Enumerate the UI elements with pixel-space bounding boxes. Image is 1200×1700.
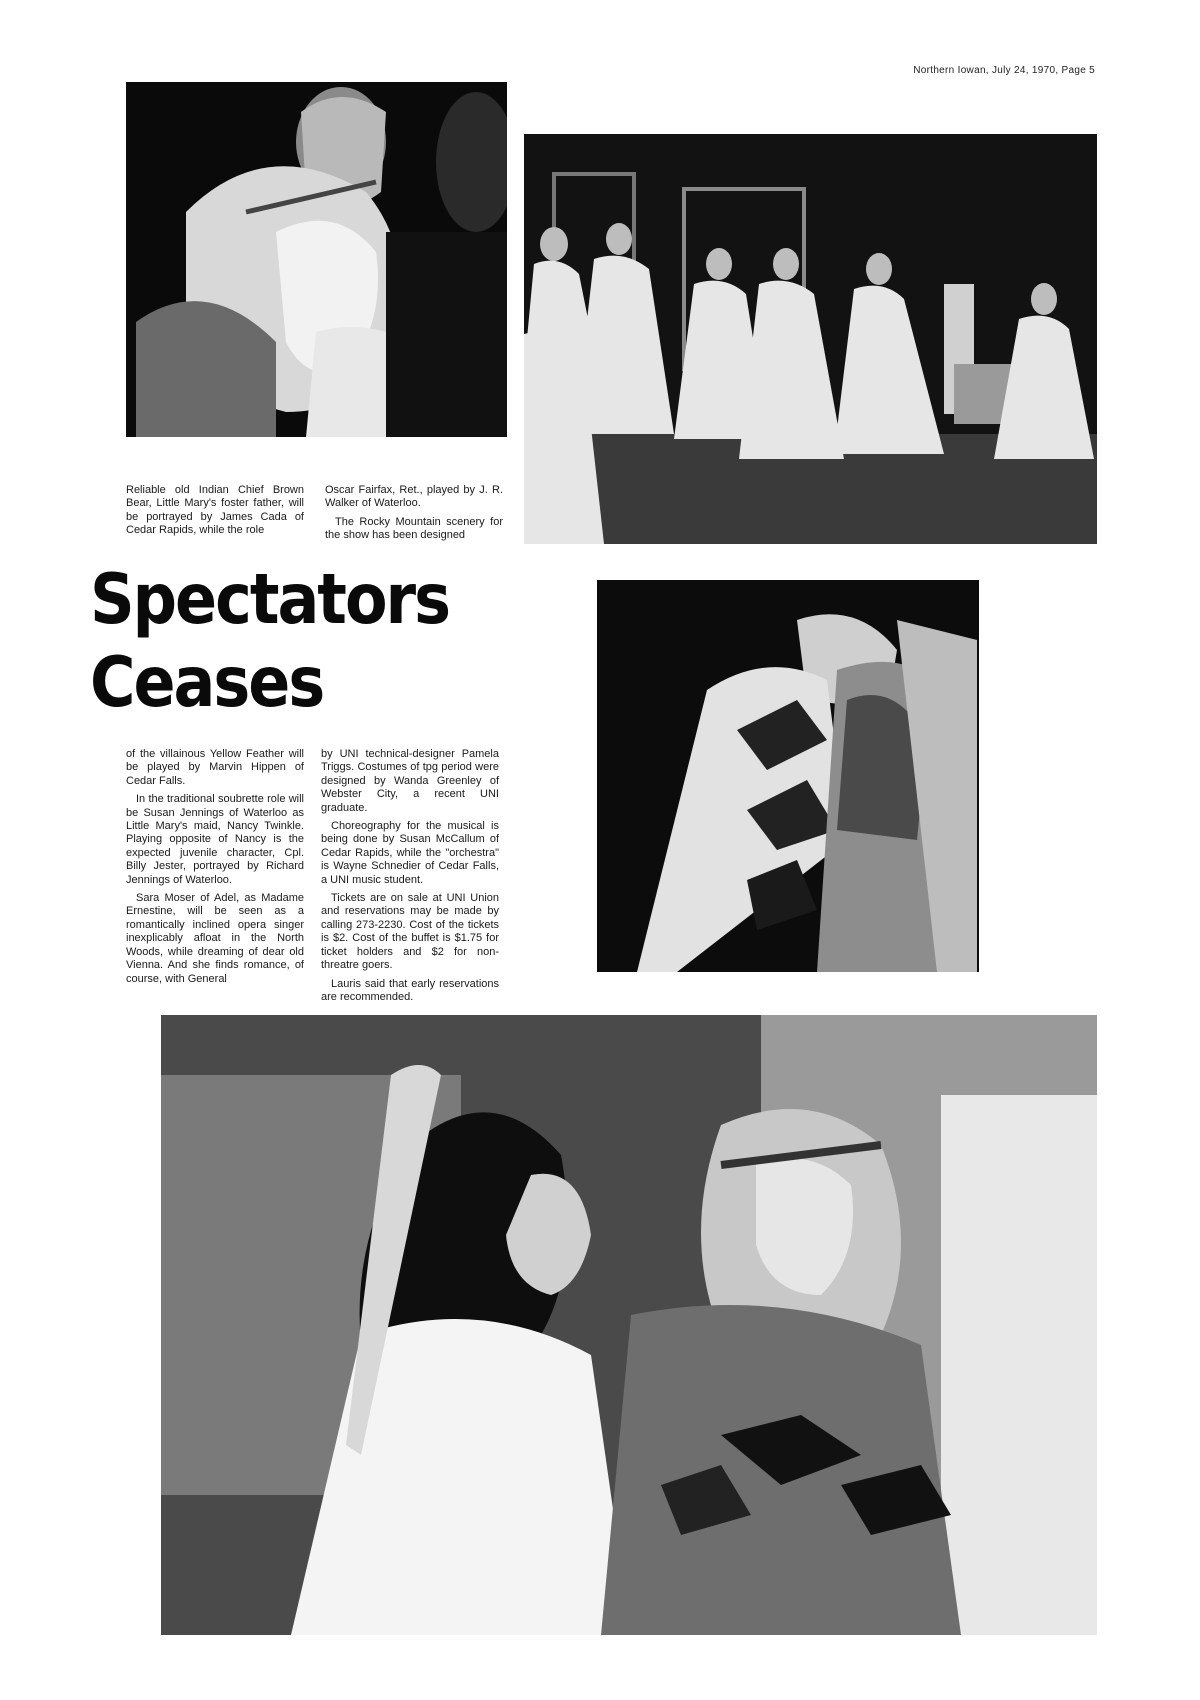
- caption-b-text: Oscar Fairfax, Ret., played by J. R. Walker of Waterloo.: [325, 484, 503, 510]
- headline-line-2: Ceases: [90, 640, 324, 723]
- photo-mary-and-chief: [161, 1015, 1097, 1635]
- article-col2-para-2: Choreography for the musical is being done by Susan McCallum of Cedar Rapids, while the "orchestra" is Wayne Schnedier of Cedar Falls, a UNI music student.: [321, 820, 499, 886]
- article-col2-para-3: Tickets are on sale at UNI Union and reservations may be made by calling 273-2230. Cost of the tickets is $2. Cost of the buffet is $1.75 for ticket holders and $2 for non-threatre goers.: [321, 892, 499, 972]
- article-col1-para-1: of the villainous Yellow Feather will be played by Marvin Hippen of Cedar Falls.: [126, 748, 304, 787]
- article-col1-para-3: Sara Moser of Adel, as Madame Ernestine, will be seen as a romantically inclined opera singer inexplicably afloat in the North Woods, while dreaming of dear old Vienna. And she finds romance, of course, with General: [126, 892, 304, 985]
- article-col2-para-4: Lauris said that early reservations are recommended.: [321, 977, 499, 1003]
- article-col2-para-1: by UNI technical-designer Pamela Triggs. Costumes of tpg period were designed by Wanda Greenley of Webster City, a recent UNI graduate.: [321, 748, 499, 814]
- caption-column-b: [325, 484, 503, 548]
- headline: [90, 558, 490, 724]
- photo-stage-ensemble: [524, 134, 1097, 544]
- article-column-2: [321, 748, 499, 1009]
- article-column-1: [126, 748, 304, 991]
- photo-struggle-scene: [597, 580, 979, 972]
- article-col1-para-2: In the traditional soubrette role will be Susan Jennings of Waterloo as Little Mary's maid, Nancy Twinkle. Playing opposite of Nancy is the expected juvenile character, Cpl. Billy Jester, portrayed by Richard Jennings of Waterloo.: [126, 793, 304, 886]
- headline-line-1: Spectators: [90, 558, 450, 640]
- caption-column-a: Reliable old Indian Chief Brown Bear, Little Mary's foster father, will be portrayed by James Cada of Cedar Rapids, while the role: [126, 484, 304, 537]
- photo-chief-closeup: [126, 82, 507, 437]
- page-folio: Northern Iowan, July 24, 1970, Page 5: [913, 65, 1095, 76]
- caption-b-text-2: The Rocky Mountain scenery for the show has been designed: [325, 515, 503, 542]
